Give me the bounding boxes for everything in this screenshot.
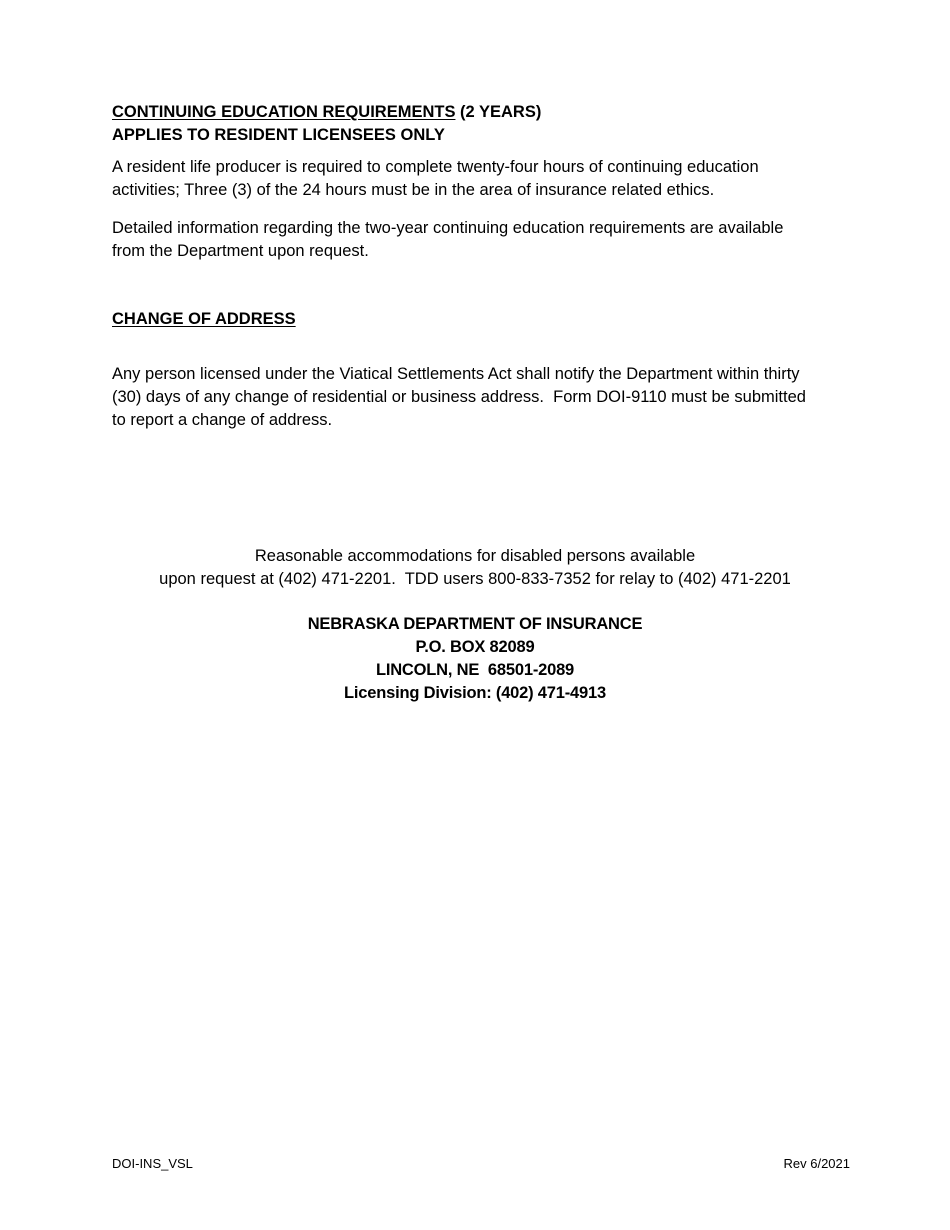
ce-title-suffix: (2 YEARS)	[455, 103, 542, 121]
contact-phone: Licensing Division: (402) 471-4913	[344, 684, 606, 702]
accommodations-line1: Reasonable accommodations for disabled persons available	[254, 547, 696, 565]
footer-revision: Rev 6/2021	[783, 1156, 850, 1171]
ce-heading	[112, 101, 847, 124]
ce-subtitle: APPLIES TO RESIDENT LICENSEES ONLY	[112, 126, 445, 144]
accommodations-notice	[0, 545, 950, 591]
contact-po-box: P.O. BOX 82089	[415, 638, 535, 656]
address-section	[112, 308, 847, 432]
ce-title: CONTINUING EDUCATION REQUIREMENTS	[112, 103, 456, 121]
accommodations-line2: upon request at (402) 471-2201. TDD users 800-833-7352 for relay to (402) 471-2201	[159, 570, 791, 588]
contact-org: NEBRASKA DEPARTMENT OF INSURANCE	[307, 615, 643, 633]
footer-form-id: DOI-INS_VSL	[112, 1156, 193, 1171]
ce-para1-line2: activities; Three (3) of the 24 hours must be in the area of insurance related ethics.	[112, 181, 715, 199]
contact-city: LINCOLN, NE 68501-2089	[375, 661, 575, 679]
ce-para1-line1: A resident life producer is required to complete twenty-four hours of continuing education	[112, 158, 759, 176]
ce-paragraph-2	[112, 217, 847, 263]
contact-block	[0, 613, 950, 705]
address-para-line1: Any person licensed under the Viatical Settlements Act shall notify the Department within thirty	[112, 365, 800, 383]
ce-section	[112, 101, 847, 263]
address-heading: CHANGE OF ADDRESS	[112, 310, 296, 328]
address-para-line2: (30) days of any change of residential or business address. Form DOI-9110 must be submitted	[112, 388, 806, 406]
ce-para2-line2: from the Department upon request.	[112, 242, 369, 260]
address-paragraph	[112, 340, 847, 432]
ce-para2-line1: Detailed information regarding the two-year continuing education requirements are available	[112, 219, 784, 237]
ce-paragraph-1	[112, 156, 847, 202]
address-para-line3: to report a change of address.	[112, 411, 333, 429]
